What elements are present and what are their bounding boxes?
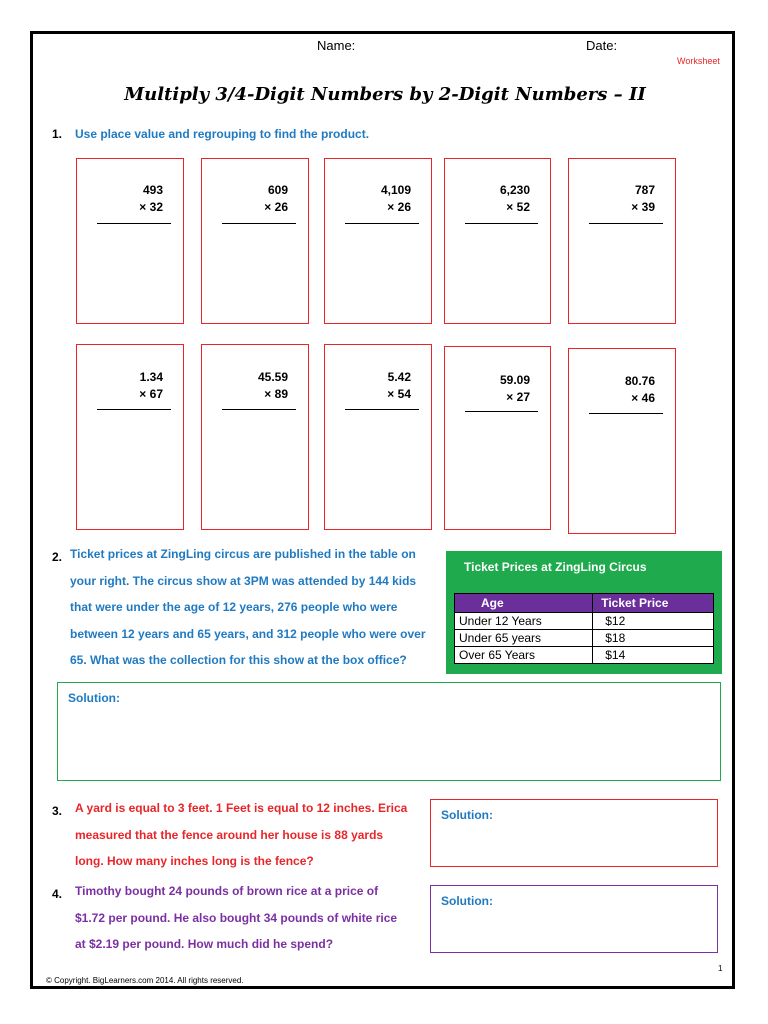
ticket-price-table — [454, 593, 714, 664]
problem-multiplicand: 1.34 — [139, 370, 163, 384]
q2-solution-box[interactable] — [57, 682, 721, 781]
problem-box[interactable] — [76, 344, 184, 530]
q4-solution-box[interactable] — [430, 885, 718, 953]
price-cell: $12 — [593, 613, 714, 630]
problem-multiplier: × 26 — [387, 200, 411, 214]
problem-multiplicand: 6,230 — [499, 183, 530, 197]
age-cell: Under 12 Years — [455, 613, 593, 630]
problem-multiplicand: 493 — [142, 183, 163, 197]
problem-box[interactable] — [201, 344, 309, 530]
q2-line: that were under the age of 12 years, 276 people who were — [70, 600, 398, 614]
q4-number: 4. — [52, 887, 63, 901]
q4-line: Timothy bought 24 pounds of brown rice at a price of — [75, 884, 379, 898]
q4-line: at $2.19 per pound. How much did he spend? — [75, 937, 334, 951]
table-row — [455, 613, 714, 630]
q3-line: A yard is equal to 3 feet. 1 Feet is equal to 12 inches. Erica — [75, 801, 408, 815]
problem-multiplier: × 39 — [631, 200, 655, 214]
answer-line — [589, 223, 663, 224]
problem-multiplier: × 27 — [506, 390, 530, 404]
problem-box[interactable] — [444, 346, 551, 530]
q4-line: $1.72 per pound. He also bought 34 pounds of white rice — [75, 910, 398, 925]
problem-box[interactable] — [324, 344, 432, 530]
problem-multiplier: × 54 — [387, 387, 411, 401]
problem-multiplier: × 46 — [631, 391, 655, 405]
answer-line — [222, 409, 296, 410]
answer-line — [465, 411, 538, 412]
answer-line — [345, 409, 419, 410]
problem-multiplicand: 5.42 — [387, 370, 411, 384]
problem-multiplicand: 609 — [267, 183, 288, 197]
problem-multiplier: × 67 — [139, 387, 163, 401]
worksheet-tag: Worksheet — [677, 56, 720, 66]
answer-line — [97, 409, 171, 410]
q2-line: between 12 years and 65 years, and 312 people who were over — [70, 626, 426, 641]
column-header-age: Age — [455, 594, 593, 613]
ticket-table-title: Ticket Prices at ZingLing Circus — [464, 560, 647, 574]
answer-line — [222, 223, 296, 224]
q2-line: Ticket prices at ZingLing circus are published in the table on — [70, 547, 416, 561]
q2-line: your right. The circus show at 3PM was attended by 144 kids — [70, 573, 417, 588]
table-header-row — [455, 594, 714, 613]
ticket-price-panel — [446, 551, 722, 674]
problem-multiplier: × 52 — [506, 200, 530, 214]
q3-solution-box[interactable] — [430, 799, 718, 867]
problem-box[interactable] — [568, 348, 676, 534]
problem-box[interactable] — [568, 158, 676, 324]
page-number: 1 — [718, 964, 723, 973]
problem-box[interactable] — [444, 158, 551, 324]
q1-text: Use place value and regrouping to find the product. — [75, 127, 370, 141]
table-row — [455, 647, 714, 664]
q2-line: 65. What was the collection for this show at the box office? — [70, 653, 407, 667]
price-cell: $14 — [593, 647, 714, 664]
problem-multiplicand: 45.59 — [257, 370, 288, 384]
q2-text — [70, 541, 440, 674]
problem-multiplier: × 32 — [139, 200, 163, 214]
problem-multiplier: × 89 — [264, 387, 288, 401]
age-cell: Under 65 years — [455, 630, 593, 647]
solution-label: Solution: — [441, 894, 493, 908]
column-header-price: Ticket Price — [593, 594, 714, 613]
problem-box[interactable] — [201, 158, 309, 324]
solution-label: Solution: — [441, 808, 493, 822]
name-label: Name: — [317, 38, 356, 53]
table-row — [455, 630, 714, 647]
answer-line — [345, 223, 419, 224]
copyright-notice: © Copyright. BigLearners.com 2014. All rights reserved. — [46, 976, 244, 985]
q3-number: 3. — [52, 804, 63, 818]
problem-multiplier: × 26 — [264, 200, 288, 214]
problem-multiplicand: 80.76 — [624, 374, 655, 388]
problem-multiplicand: 4,109 — [380, 183, 411, 197]
q3-line: measured that the fence around her house is 88 yards — [75, 827, 384, 842]
date-label: Date: — [586, 38, 618, 53]
q3-text — [75, 795, 425, 875]
answer-line — [589, 413, 663, 414]
answer-line — [465, 223, 538, 224]
problem-box[interactable] — [324, 158, 432, 324]
answer-line — [97, 223, 171, 224]
problem-box[interactable] — [76, 158, 184, 324]
age-cell: Over 65 Years — [455, 647, 593, 664]
q4-text — [75, 878, 425, 958]
q2-number: 2. — [52, 550, 63, 564]
q1-number: 1. — [52, 127, 63, 141]
page-title: Multiply 3/4-Digit Numbers by 2-Digit Numbers – II — [124, 84, 646, 105]
problem-multiplicand: 59.09 — [499, 373, 530, 387]
q3-line: long. How many inches long is the fence? — [75, 854, 314, 868]
problem-multiplicand: 787 — [634, 183, 655, 197]
solution-label: Solution: — [68, 691, 120, 705]
price-cell: $18 — [593, 630, 714, 647]
